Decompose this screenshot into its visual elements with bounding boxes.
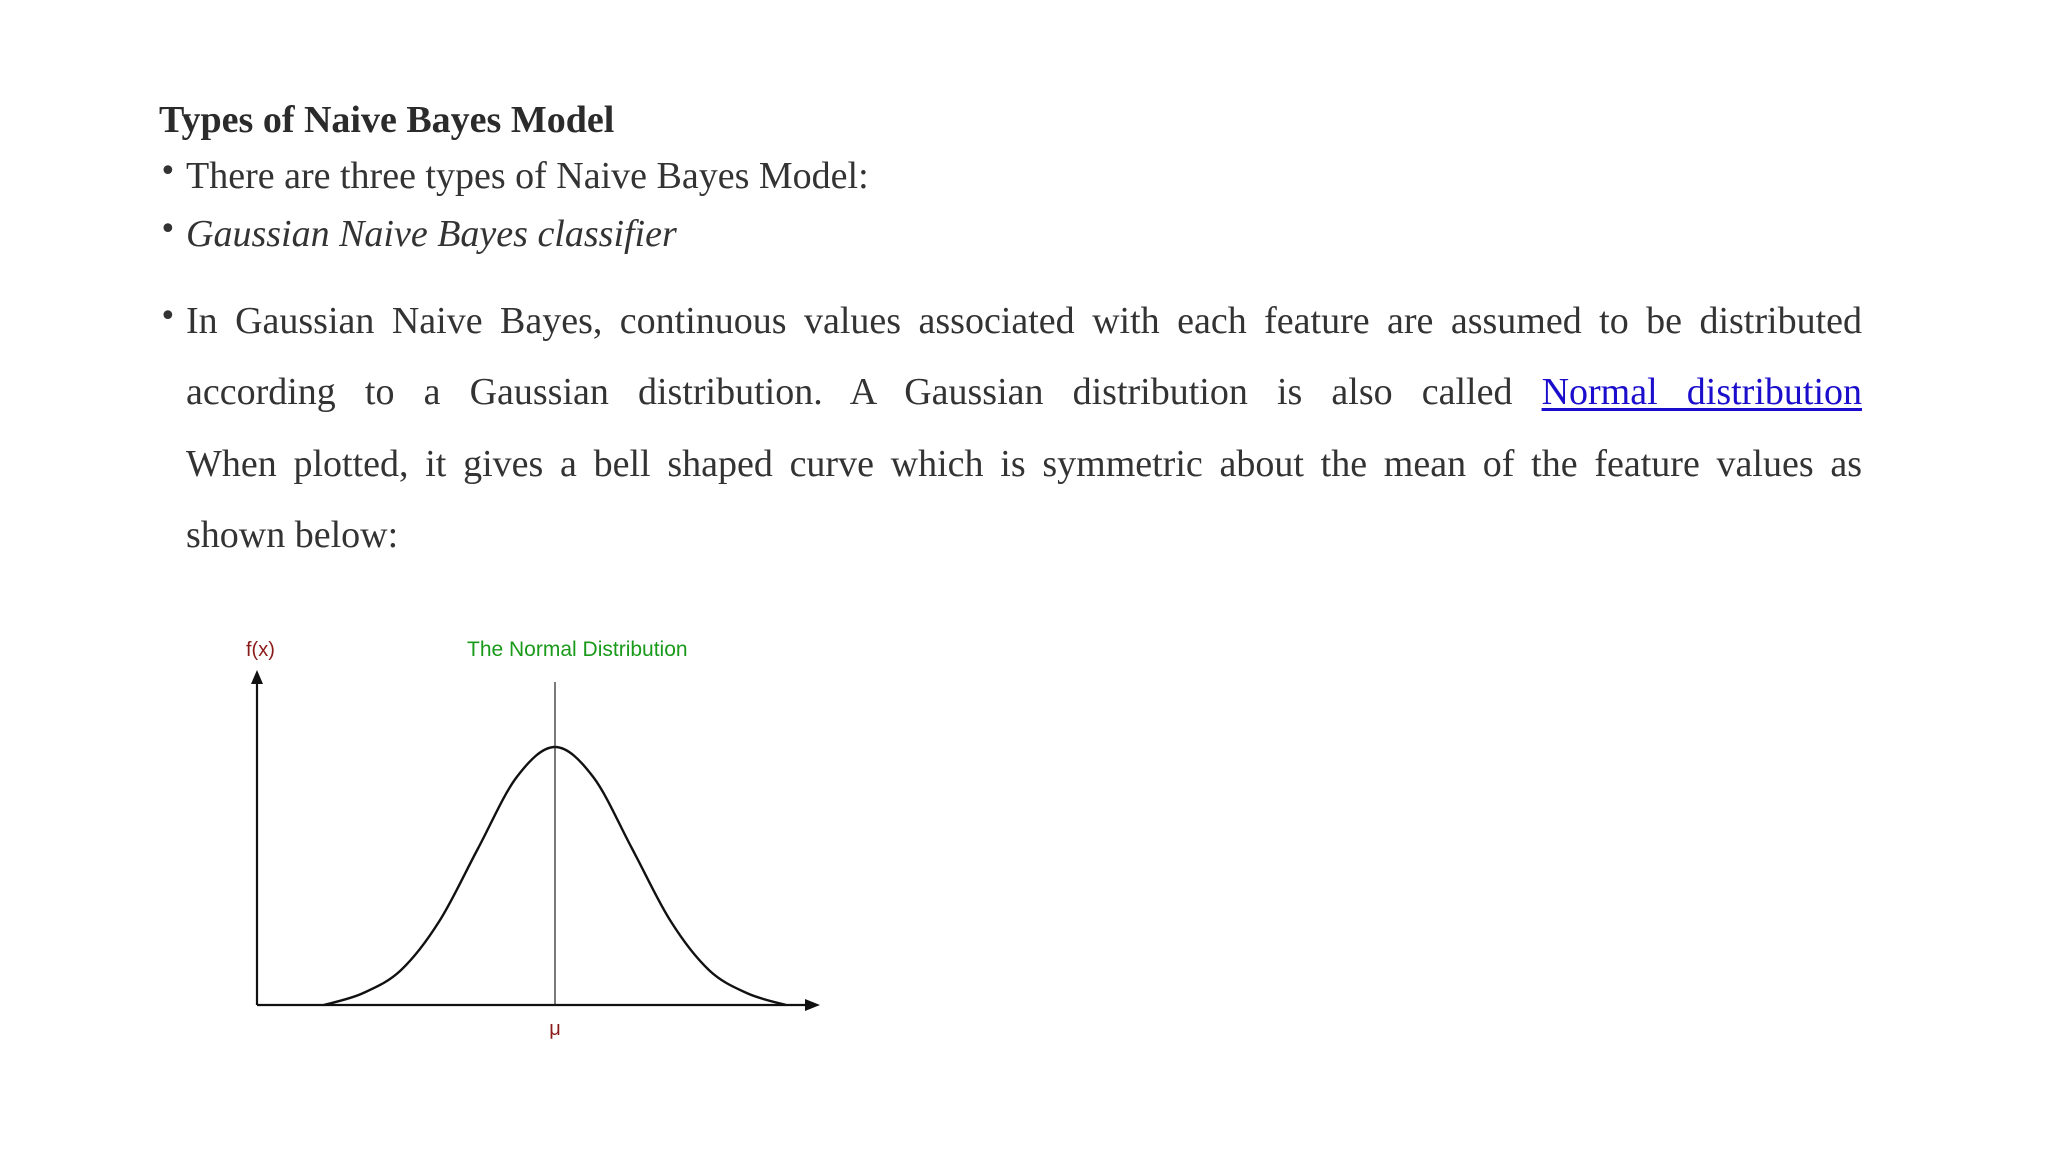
paragraph-line-2	[186, 368, 1862, 416]
x-axis-arrow-icon	[805, 999, 820, 1011]
normal-distribution-chart	[230, 630, 850, 1060]
y-axis-arrow-icon	[251, 670, 263, 684]
paragraph-line-1: In Gaussian Naive Bayes, continuous values associated with each feature are assumed to be distributed	[186, 300, 1862, 342]
bullet-dot-icon: •	[159, 299, 177, 334]
bullet-text: There are three types of Naive Bayes Model:	[186, 155, 869, 197]
chart-y-axis-label: f(x)	[246, 639, 275, 661]
chart-x-tick-label: μ	[549, 1018, 561, 1040]
slide-title: Types of Naive Bayes Model	[159, 99, 615, 141]
chart-plot-area	[324, 682, 786, 1005]
bullet-dot-icon: •	[159, 154, 177, 189]
normal-distribution-link[interactable]: Normal distribution	[1541, 371, 1862, 413]
paragraph-line-2-text: according to a Gaussian distribution. A Gaussian distribution is also called	[186, 371, 1513, 413]
paragraph-line-3: When plotted, it gives a bell shaped curve which is symmetric about the mean of the feature values as	[186, 443, 1862, 485]
bullet-text-italic: Gaussian Naive Bayes classifier	[186, 213, 677, 255]
paragraph-line-4: shown below:	[186, 514, 399, 556]
chart-title: The Normal Distribution	[467, 638, 688, 661]
bullet-dot-icon: •	[159, 212, 177, 247]
